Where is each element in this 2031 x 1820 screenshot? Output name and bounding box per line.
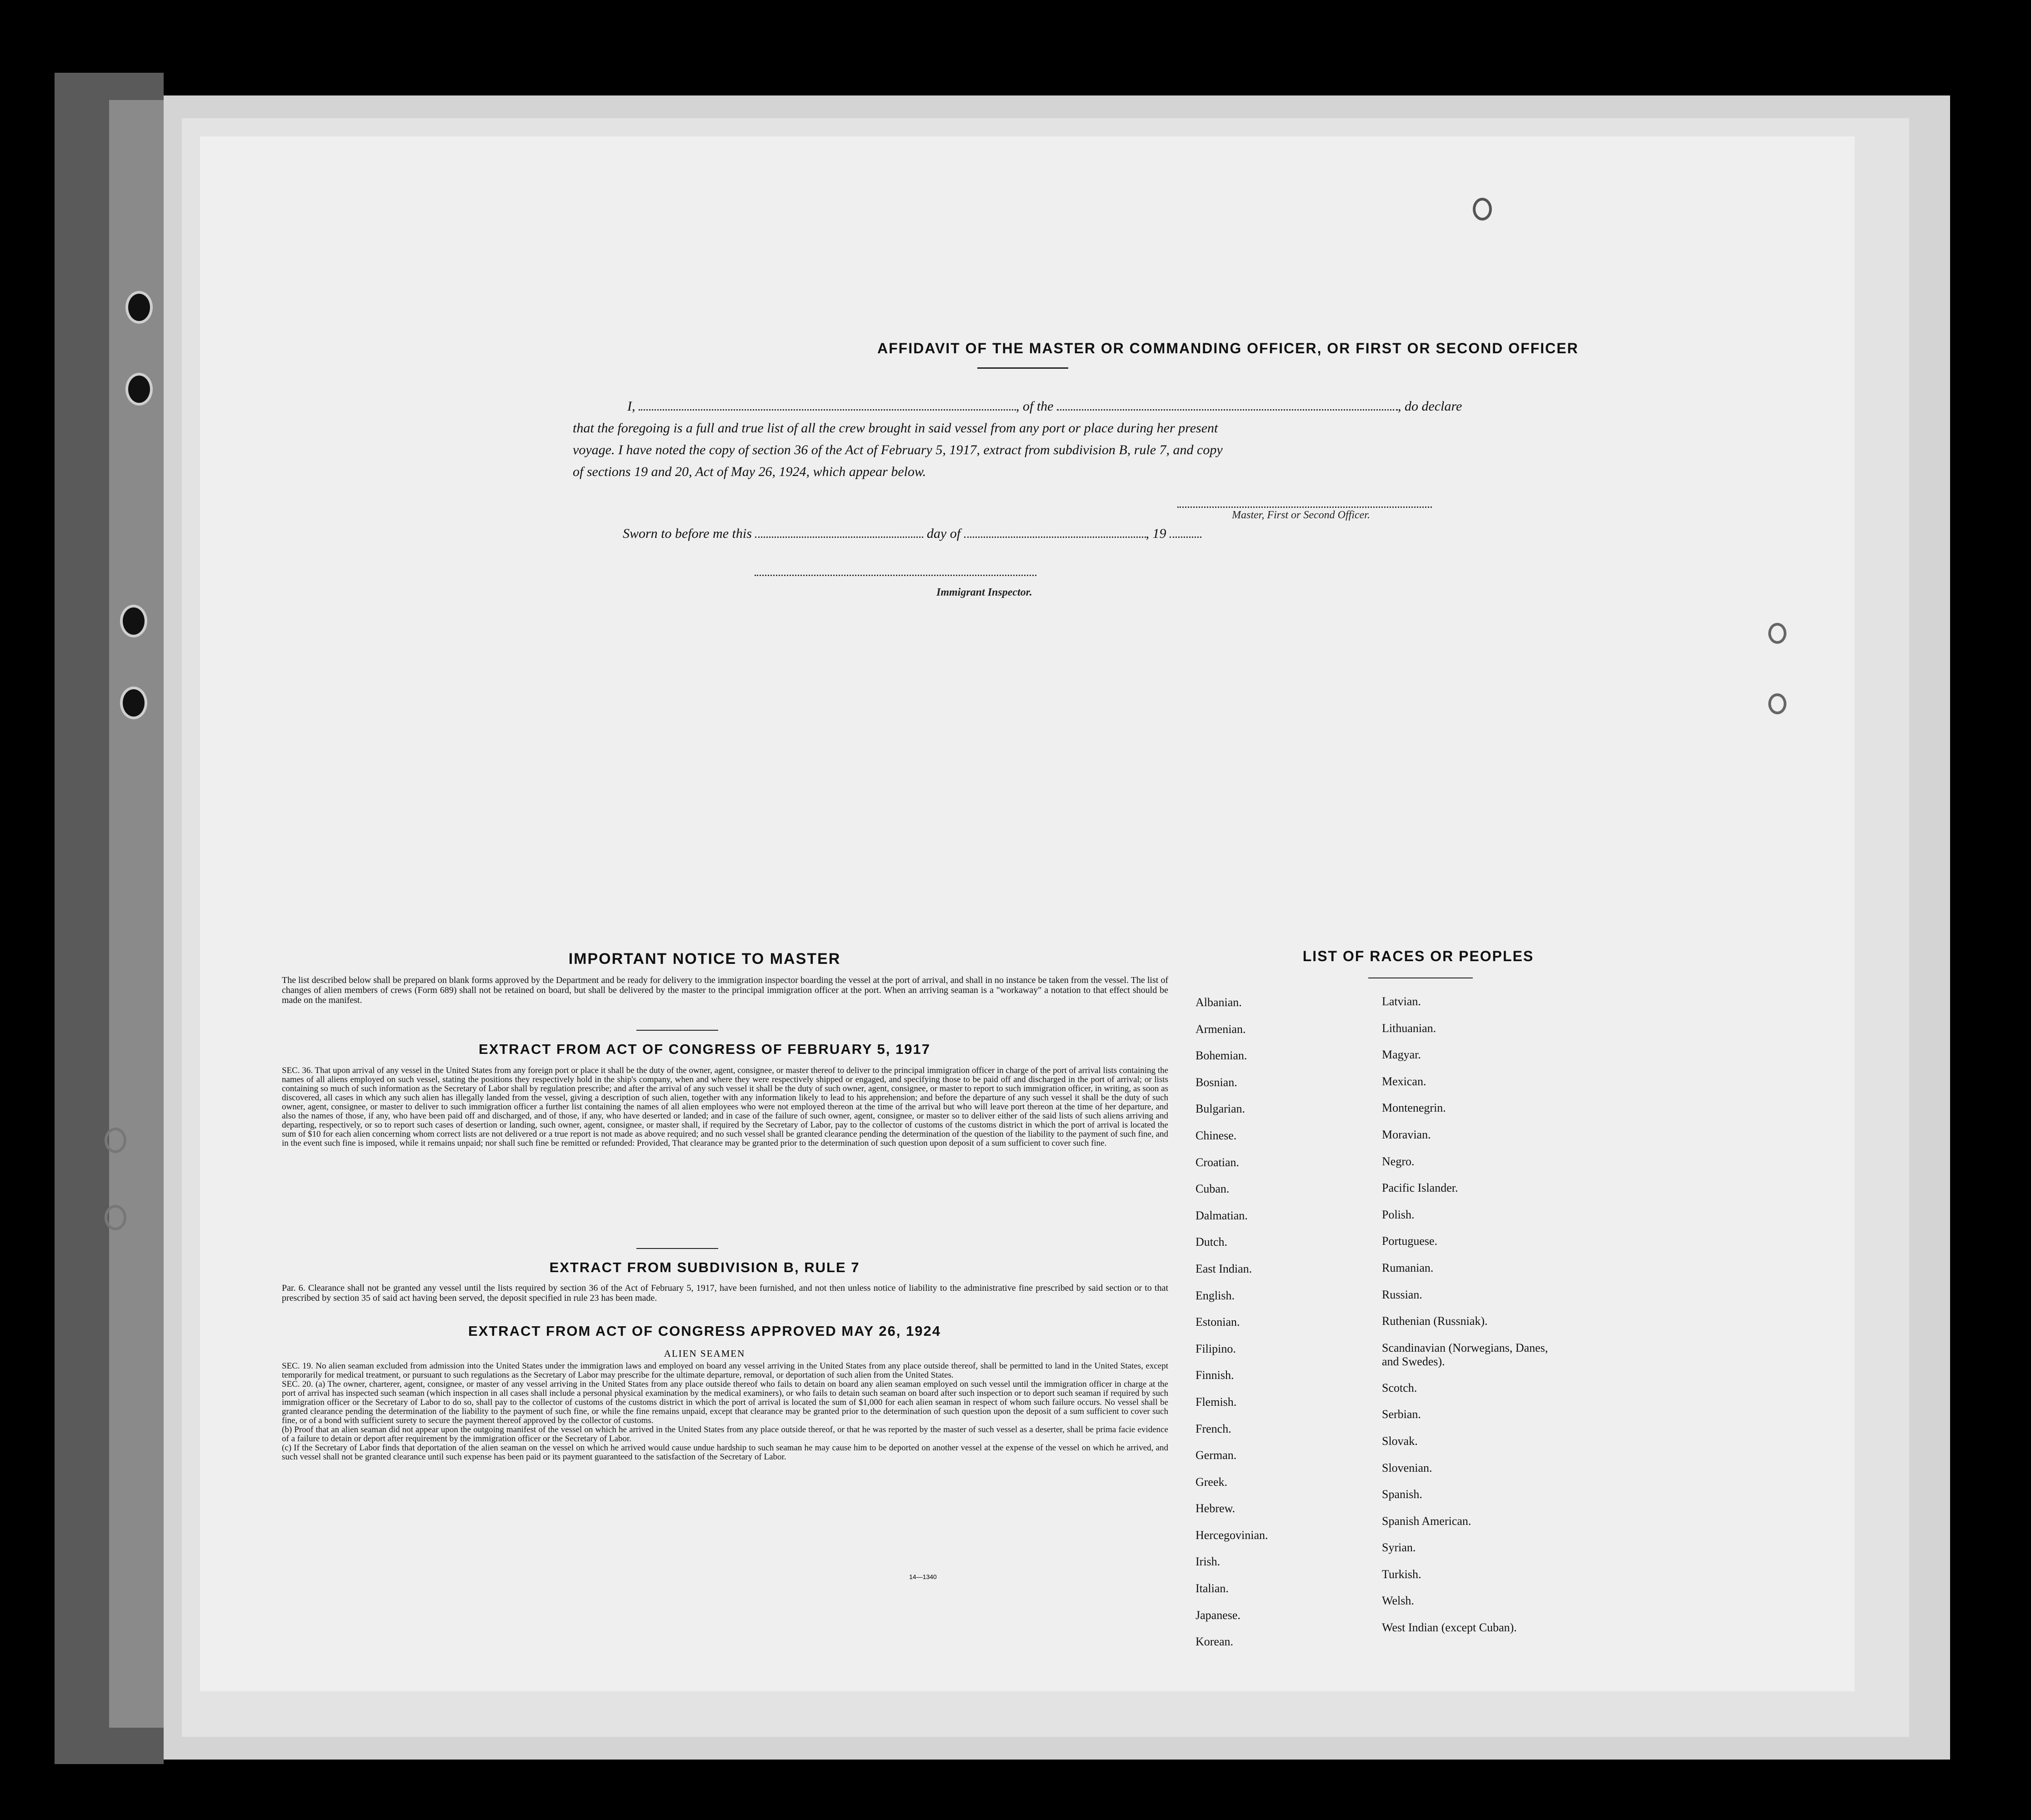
binder-hole-icon <box>125 291 153 324</box>
race-item: Rumanian. <box>1382 1261 1434 1274</box>
race-item: Magyar. <box>1382 1048 1421 1062</box>
affidavit-line-4: of sections 19 and 20, Act of May 26, 1924, which appear below. <box>573 464 926 479</box>
race-item: East Indian. <box>1196 1262 1252 1275</box>
race-item: Slovak. <box>1382 1434 1418 1448</box>
race-item: Irish. <box>1196 1555 1221 1569</box>
race-item: Hercegovinian. <box>1196 1528 1268 1542</box>
rule7-text: Par. 6. Clearance shall not be granted any vessel until the lists required by section 36 of the Act of February 5, 1917, have been furnished, and not then unless notice of liability to the administrative fine prescribed by said section or to that prescribed by section 35 of said act having been served, the deposit specified in rule 23 has been made. <box>282 1283 1168 1303</box>
races-title: LIST OF RACES OR PEOPLES <box>1302 948 1534 964</box>
race-item: Ruthenian (Russniak). <box>1382 1314 1488 1328</box>
race-item: Lithuanian. <box>1382 1021 1436 1035</box>
extract-1924-title: EXTRACT FROM ACT OF CONGRESS APPROVED MAY 26, 1924 <box>468 1323 941 1339</box>
race-item: Spanish. <box>1382 1488 1422 1501</box>
race-item: Bulgarian. <box>1196 1102 1246 1116</box>
race-item: Estonian. <box>1196 1315 1240 1329</box>
notice-text: The list described below shall be prepared on blank forms approved by the Department and be ready for delivery to the immigration inspector boarding the vessel at the port of arrival, and shall in no instance be taken from the vessel. The list of changes of alien members of crews (Form 689) shall not be retained on board, but shall be delivered by the master to the principal immigration officer at the port. When an arriving seaman is a "workaway" a notation to that effect should be made on the manifest. <box>282 975 1168 1005</box>
affidavit-of-the: , of the <box>1016 399 1054 414</box>
race-item: Croatian. <box>1196 1155 1240 1169</box>
rivet-icon <box>1473 198 1492 221</box>
sworn-day-of: day of <box>926 526 961 541</box>
sec-19-text: SEC. 19. No alien seaman excluded from admission into the United States under the immigration laws and employed on board any vessel arriving in the United States from any place outside thereof, shall be permitted to land in the United States, except temporarily for medical treatment, or pursuant to such regulations as the Secretary of Labor may prescribe for the ultimate departure, removal, or deportation of such alien from the United States. <box>282 1361 1168 1380</box>
race-item: Italian. <box>1196 1582 1229 1595</box>
binder-hole-icon <box>120 605 147 637</box>
title-divider <box>977 367 1068 369</box>
race-item: Serbian. <box>1382 1408 1421 1421</box>
sec-20c-text: (c) If the Secretary of Labor finds that deportation of the alien seaman on the vessel on which he arrived would cause undue hardship to such seaman he may cause him to be deported on another vessel at the expense of the vessel on which he arrived, and such vessel shall not be granted clearance until such expense has been paid or its payment guaranteed to the satisfaction of the Secretary of Labor. <box>282 1443 1168 1462</box>
rivet-icon <box>1768 623 1786 644</box>
sworn-month-blank <box>964 526 1146 538</box>
race-item: Hebrew. <box>1196 1502 1236 1515</box>
form-number: 14—1340 <box>909 1573 937 1580</box>
sec-20b-text: (b) Proof that an alien seaman did not appear upon the outgoing manifest of the vessel on which he arrived in the United States from any place outside thereof, or that he was reported by the master of such vessel as a deserter, shall be prima facie evidence of a failure to detain or deport after requirement by the immigration officer or the Secretary of Labor. <box>282 1425 1168 1444</box>
race-item: Welsh. <box>1382 1594 1414 1608</box>
affidavit-i: I, <box>627 399 635 414</box>
race-item: Russian. <box>1382 1288 1422 1301</box>
races-column-1 <box>1196 996 1332 1662</box>
extract-1917-divider <box>636 1248 718 1249</box>
rivet-icon <box>1768 693 1786 714</box>
race-item: English. <box>1196 1289 1235 1302</box>
race-item: Dalmatian. <box>1196 1208 1248 1222</box>
race-item: Greek. <box>1196 1475 1228 1489</box>
affidavit-declare: , do declare <box>1398 399 1462 414</box>
extract-1924-text <box>282 1362 1168 1462</box>
race-item: Slovenian. <box>1382 1461 1432 1474</box>
extract-1917-text: SEC. 36. That upon arrival of any vessel in the United States from any foreign port or place it shall be the duty of the owner, agent, consignee, or master thereof to deliver to the principal immigration officer in charge of the port of arrival lists containing the names of all aliens employed on such vessel, stating the positions they respectively hold in the ship's company, when and where they were respectively shipped or engaged, and specifying those to be paid off and discharged in the port of arrival; or lists containing so much of such information as the Secretary of Labor shall by regulation prescribe; and after the arrival of any such vessel it shall be the duty of such owner, agent, consignee, or master to report to such immigration officer, in writing, as soon as discovered, all cases in which any such alien has illegally landed from the vessel, giving a description of such alien, together with any information likely to lead to his apprehension; and before the departure of any such vessel it shall be the duty of such owner, agent, consignee, or master to deliver to such immigration officer a further list containing the names of all alien employees who were not employed thereon at the time of the arrival but who will leave port thereon at the time of her departure, and also the names of those, if any, who have been paid off and discharged, and of those, if any, who have deserted or landed; and in case of the failure of such owner, agent, consignee, or master so to deliver either of the said lists of such aliens arriving and departing, respectively, or so to report such cases of desertion or landing, such owner, agent, consignee, or master shall, if required by the Secretary of Labor, pay to the collector of customs of the customs district in which the port of arrival is located the sum of $10 for each alien concerning whom correct lists are not delivered or a true report is not made as above required; and no such vessel shall be granted clearance pending the determination of the question of the liability to the payment of such fine, and in the event such fine is imposed, while it remains unpaid; nor shall such fine be remitted or refunded: Provided, That clearance may be granted prior to the determination of such question upon deposit of a sum sufficient to cover such fine. <box>282 1066 1168 1148</box>
sworn-day-blank <box>755 526 923 538</box>
binder-hole-icon <box>105 1205 126 1230</box>
race-item: Albanian. <box>1196 996 1242 1009</box>
race-item: Armenian. <box>1196 1022 1246 1036</box>
races-column-2 <box>1382 995 1591 1648</box>
race-item: Polish. <box>1382 1208 1415 1221</box>
binder-hole-icon <box>120 687 147 719</box>
race-item: Pacific Islander. <box>1382 1181 1458 1195</box>
race-item: Flemish. <box>1196 1395 1237 1409</box>
affidavit-line-2: that the foregoing is a full and true list of all the crew brought in said vessel from any port or place during her present <box>573 421 1218 436</box>
race-item: German. <box>1196 1449 1237 1462</box>
race-item: Finnish. <box>1196 1369 1234 1382</box>
race-item: Moravian. <box>1382 1128 1431 1141</box>
master-signature-line <box>1177 496 1432 508</box>
race-item: Turkish. <box>1382 1567 1421 1581</box>
race-item: Bohemian. <box>1196 1049 1247 1063</box>
sworn-prefix: Sworn to before me this <box>623 526 752 541</box>
race-item: Spanish American. <box>1382 1514 1471 1528</box>
race-item: Portuguese. <box>1382 1234 1438 1248</box>
sworn-line <box>623 523 1201 545</box>
race-item: Bosnian. <box>1196 1075 1237 1089</box>
race-item: Scandinavian (Norwegians, Danes, and Swedes). <box>1382 1341 1548 1368</box>
master-signature-caption: Master, First or Second Officer. <box>1232 509 1370 521</box>
race-item: Scotch. <box>1382 1381 1417 1394</box>
race-item: Montenegrin. <box>1382 1101 1446 1115</box>
binder-hole-icon <box>125 373 153 406</box>
inspector-signature-line <box>755 564 1036 576</box>
race-item: French. <box>1196 1422 1231 1435</box>
race-item: Dutch. <box>1196 1235 1228 1249</box>
inspector-caption: Immigrant Inspector. <box>936 587 1032 598</box>
race-item: Korean. <box>1196 1635 1234 1649</box>
extract-1917-title: EXTRACT FROM ACT OF CONGRESS OF FEBRUARY 5, 1917 <box>479 1041 930 1057</box>
race-item: Mexican. <box>1382 1074 1426 1088</box>
affidavit-paragraph <box>573 396 1664 483</box>
rule7-title: EXTRACT FROM SUBDIVISION B, RULE 7 <box>549 1259 860 1275</box>
notice-divider <box>636 1030 718 1031</box>
race-item: Japanese. <box>1196 1608 1241 1622</box>
sec-20a-text: SEC. 20. (a) The owner, charterer, agent, consignee, or master of any vessel arriving in the United States from any place outside thereof who fails to detain on board any alien seaman employed on such vessel until the immigration officer in charge at the port of arrival has inspected such seaman (which inspection in all cases shall include a personal physical examination by the medical examiners), or who fails to detain such seaman on board after such inspection or to deport such seaman if required by such immigration officer or the Secretary of Labor to do so, shall pay to the collector of customs of the customs district in which the port of arrival is located the sum of $1,000 for each alien seaman in respect of whom such failure occurs. No vessel shall be granted clearance pending the determination of the liability to the payment of such fine, or while the fine remains unpaid, except that clearance may be granted prior to the determination of such question upon the deposit of a sum sufficient to cover such fine, or of a bond with sufficient surety to secure the payment thereof approved by the collector of customs. <box>282 1379 1168 1425</box>
race-item: Negro. <box>1382 1154 1415 1168</box>
affidavit-page <box>200 136 1855 1691</box>
race-item: Syrian. <box>1382 1541 1416 1554</box>
race-item: West Indian (except Cuban). <box>1382 1621 1517 1634</box>
affidavit-line-3: voyage. I have noted the copy of section 36 of the Act of February 5, 1917, extract from subdivision B, rule 7, and copy <box>573 442 1223 457</box>
affidavit-title: AFFIDAVIT OF THE MASTER OR COMMANDING OFFICER, OR FIRST OR SECOND OFFICER <box>877 340 1579 356</box>
race-item: Cuban. <box>1196 1182 1230 1196</box>
race-item: Filipino. <box>1196 1342 1236 1355</box>
race-item: Chinese. <box>1196 1128 1237 1142</box>
alien-seamen-subtitle: ALIEN SEAMEN <box>664 1348 745 1359</box>
sworn-year: , 19 <box>1146 526 1166 541</box>
binder-hole-icon <box>105 1128 126 1153</box>
vessel-blank <box>1057 398 1398 411</box>
sworn-year-blank <box>1170 526 1201 538</box>
notice-title: IMPORTANT NOTICE TO MASTER <box>568 950 841 968</box>
race-item: Latvian. <box>1382 995 1421 1008</box>
name-blank <box>639 398 1016 411</box>
binder-strip <box>109 100 164 1728</box>
